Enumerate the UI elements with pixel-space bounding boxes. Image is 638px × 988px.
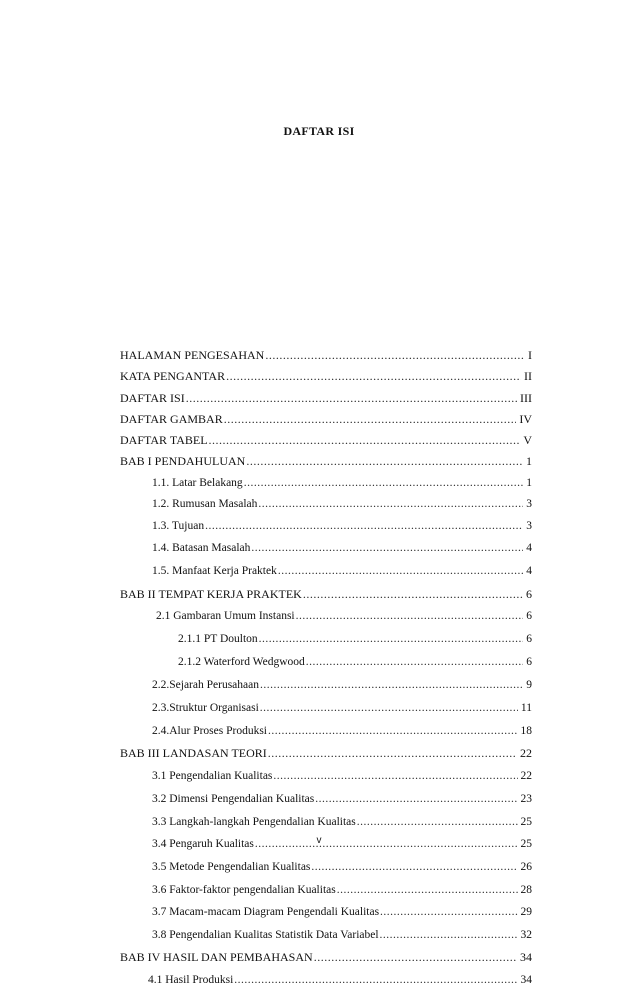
- toc-entry: [120, 586, 532, 602]
- toc-entry: [152, 768, 532, 784]
- leader-dots: [380, 904, 517, 920]
- toc-entry-label: 1.3. Tujuan: [152, 520, 205, 532]
- toc-entry: [152, 518, 532, 534]
- toc-entry-label: KATA PENGANTAR: [120, 369, 226, 383]
- page-number: v: [316, 835, 322, 846]
- toc-entry: [120, 949, 532, 965]
- toc-entry-label: HALAMAN PENGESAHAN: [120, 348, 265, 362]
- leader-dots: [224, 411, 517, 427]
- toc-entry-label: 1.2. Rumusan Masalah: [152, 498, 258, 510]
- toc-entry-page: 3: [526, 498, 532, 510]
- toc-entry-page: II: [524, 369, 532, 383]
- toc-entry-page: 22: [520, 746, 532, 760]
- leader-dots: [244, 475, 524, 491]
- leader-dots: [303, 586, 523, 602]
- toc-entry: [120, 390, 532, 406]
- toc-entry: [120, 745, 532, 761]
- toc-entry-label: DAFTAR TABEL: [120, 433, 208, 447]
- toc-entry-page: 4: [526, 565, 532, 577]
- toc-entry-page: 29: [520, 906, 532, 918]
- leader-dots: [205, 518, 523, 534]
- toc-entry-page: III: [520, 391, 532, 405]
- leader-dots: [260, 700, 518, 716]
- toc-entry-page: 34: [520, 974, 532, 986]
- toc-entry-page: 4: [526, 542, 532, 554]
- toc-entry: [152, 677, 532, 693]
- leader-dots: [234, 972, 517, 988]
- toc-entry-page: V: [523, 433, 532, 447]
- leader-dots: [265, 347, 525, 363]
- toc-entry-label: 3.5 Metode Pengendalian Kualitas: [152, 861, 311, 873]
- toc-entry-label: BAB I PENDAHULUAN: [120, 454, 246, 468]
- leader-dots: [260, 677, 523, 693]
- toc-entry-page: 3: [526, 520, 532, 532]
- toc-entry-label: 3.8 Pengendalian Kualitas Statistik Data Variabel: [152, 929, 379, 941]
- toc-entry-label: DAFTAR GAMBAR: [120, 412, 223, 426]
- toc-entry-label: BAB IV HASIL DAN PEMBAHASAN: [120, 950, 313, 964]
- leader-dots: [296, 608, 524, 624]
- leader-dots: [357, 814, 518, 830]
- toc-entry-page: 11: [520, 702, 532, 714]
- leader-dots: [306, 654, 523, 670]
- leader-dots: [246, 453, 523, 469]
- toc-entry-page: 6: [526, 587, 532, 601]
- toc-entry: [152, 882, 532, 898]
- toc-entry: [152, 496, 532, 512]
- toc-entry-label: 3.4 Pengaruh Kualitas: [152, 838, 254, 850]
- toc-entry-page: 9: [526, 679, 532, 691]
- toc-entry-page: 18: [520, 725, 532, 737]
- leader-dots: [337, 882, 518, 898]
- toc-entry-label: 1.1. Latar Belakang: [152, 477, 243, 489]
- toc-entry-page: 6: [526, 633, 532, 645]
- toc-entry-label: BAB III LANDASAN TEORI: [120, 746, 267, 760]
- toc-entry: [156, 608, 532, 624]
- toc-entry: [120, 432, 532, 448]
- leader-dots: [268, 745, 517, 761]
- toc-entry: [148, 972, 532, 988]
- toc-entry-label: 3.1 Pengendalian Kualitas: [152, 770, 273, 782]
- toc-entry: [152, 723, 532, 739]
- toc-entry-label: 2.4.Alur Proses Produksi: [152, 725, 268, 737]
- toc-entry-page: 26: [520, 861, 532, 873]
- toc-entry: [152, 540, 532, 556]
- toc-entry-label: 1.4. Batasan Masalah: [152, 542, 251, 554]
- toc-entry-page: 28: [520, 884, 532, 896]
- leader-dots: [278, 563, 523, 579]
- leader-dots: [259, 631, 524, 647]
- toc-entry: [152, 475, 532, 491]
- toc-entry-label: 3.7 Macam-macam Diagram Pengendali Kualitas: [152, 906, 380, 918]
- toc-entry: [120, 347, 532, 363]
- toc-entry-label: 1.5. Manfaat Kerja Praktek: [152, 565, 277, 577]
- toc-entry: [152, 791, 532, 807]
- toc-entry-label: 3.3 Langkah-langkah Pengendalian Kualitas: [152, 816, 356, 828]
- toc-entry-label: 3.6 Faktor-faktor pengendalian Kualitas: [152, 884, 336, 896]
- leader-dots: [209, 432, 521, 448]
- toc-entry-page: 6: [526, 656, 532, 668]
- toc-entry-page: 32: [520, 929, 532, 941]
- toc-entry-label: DAFTAR ISI: [120, 391, 185, 405]
- toc-entry: [152, 859, 532, 875]
- toc-entry-page: 1: [526, 454, 532, 468]
- leader-dots: [380, 927, 518, 943]
- toc-entry-page: 22: [520, 770, 532, 782]
- toc-entry-page: 23: [520, 793, 532, 805]
- leader-dots: [315, 791, 517, 807]
- leader-dots: [226, 368, 521, 384]
- toc-entry-page: 25: [520, 838, 532, 850]
- toc-entry-page: I: [528, 348, 532, 362]
- toc-entry: [178, 654, 532, 670]
- leader-dots: [268, 723, 517, 739]
- toc-entry-page: IV: [519, 412, 532, 426]
- toc-entry-label: 2.1.2 Waterford Wedgwood: [178, 656, 305, 668]
- toc-entry-label: 4.1 Hasil Produksi: [148, 974, 234, 986]
- leader-dots: [311, 859, 517, 875]
- leader-dots: [314, 949, 517, 965]
- leader-dots: [186, 390, 517, 406]
- toc-entry-page: 25: [520, 816, 532, 828]
- toc-entry-label: 2.1 Gambaran Umum Instansi: [156, 610, 295, 622]
- toc-entry: [152, 700, 532, 716]
- toc-entry-label: 3.2 Dimensi Pengendalian Kualitas: [152, 793, 315, 805]
- toc-entry: [120, 411, 532, 427]
- toc-entry: [152, 814, 532, 830]
- toc-entry: [178, 631, 532, 647]
- toc-entry: [152, 904, 532, 920]
- toc-entry: [120, 453, 532, 469]
- toc-entry-label: 2.3.Struktur Organisasi: [152, 702, 259, 714]
- toc-entry-label: 2.1.1 PT Doulton: [178, 633, 258, 645]
- toc-entry-page: 34: [520, 950, 532, 964]
- page-title: DAFTAR ISI: [283, 124, 355, 138]
- toc-entry: [152, 927, 532, 943]
- leader-dots: [258, 496, 523, 512]
- toc-entry-label: BAB II TEMPAT KERJA PRAKTEK: [120, 587, 302, 601]
- toc-entry-page: 6: [526, 610, 532, 622]
- toc-entry-page: 1: [526, 477, 532, 489]
- toc-entry: [152, 563, 532, 579]
- toc-entry-label: 2.2.Sejarah Perusahaan: [152, 679, 259, 691]
- toc-entry: [120, 368, 532, 384]
- leader-dots: [273, 768, 517, 784]
- leader-dots: [251, 540, 523, 556]
